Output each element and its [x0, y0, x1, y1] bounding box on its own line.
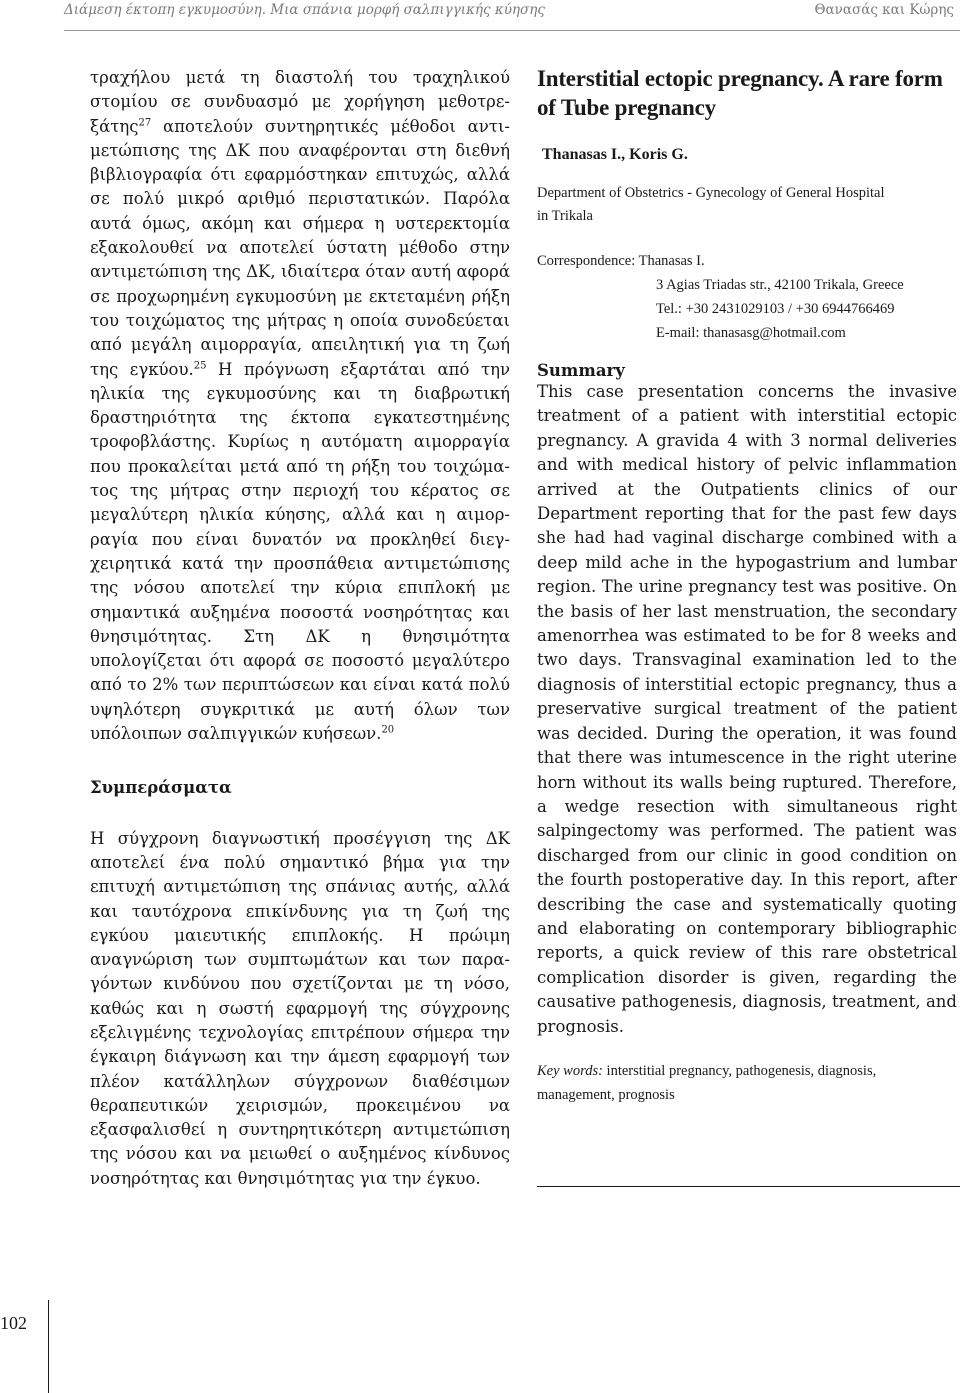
keywords-list: interstitial pregnancy, pathogenesis, diagnosis, management, prognosis [537, 1062, 877, 1103]
keywords-label: Key words: [537, 1062, 603, 1079]
correspondence-label: Correspondence: Thanasas I. [537, 253, 705, 269]
page-number-rule [48, 1300, 49, 1393]
header-divider [64, 30, 960, 31]
page-number: 102 [0, 1313, 27, 1333]
conclusions-paragraph: Η σύγχρονη διαγνωστική προσέγγιση της ΔΚ αποτελεί ένα πολύ σημαντικό βήμα για την επιτυχή αντιμετώπιση της σπάνιας αυτής, αλλά και ταυτόχρονα επικίνδυνης για τη ζωή της εγκύου μαιευτικής επιπλοκής. Η πρώιμη αναγνώριση των συμπτωμάτων και των παραγόντων κινδύνου που σχετίζονται με τη νόσο, καθώς και η σωστή εφαρμογή της σύγχρονης εξελιγμένης τεχνολογίας επιτρέπουν σήμερα την έγκαιρη διάγνωση και την άμεση εφαρμογή των πλέον κατάλληλων σύγχρονων διαθέσιμων θεραπευτικών χειρισμών, προκειμένου να εξασφαλισθεί η συντηρητικότερη αντιμετώπιση της νόσου και να μειωθεί ο αυξημένος κίνδυνος νοσηρότητας και θνησιμότητας για την έγκυο. [90, 828, 510, 1188]
correspondence-email: E-mail: thanasasg@hotmail.com [656, 325, 846, 341]
citation-ref: 27 [138, 117, 152, 129]
discussion-paragraph: τραχήλου μετά τη διαστολή του τραχηλικού στομίου σε συνδυασμό με χορήγηση μεθοτρεξάτης$^{27}$ αποτελούν συντηρητικές μέθοδοι αντιμετώπισης της ΔΚ που αναφέρονται στη διεθνή βιβλιογραφία ότι εφαρμόστηκαν επιτυχώς, αλλά σε πολύ μικρό αριθμό περιστατικών. Παρόλα αυτά όμως, ακόμη και σήμερα η υστερεκτομία εξακολουθεί να αποτελεί ύστατη μέθοδο στην αντιμετώπιση της ΔΚ, ιδιαίτερα όταν αυτή αφορά σε προχωρημένη εγκυμοσύνη με εκτεταμένη ρήξη του τοιχώματος της μήτρας η οποία συνοδεύεται από μεγάλη αιμορραγία, απειλητική για τη ζωή της εγκύου.$^{25}$ Η πρόγνωση εξαρτάται από την ηλικία της εγκυμοσύνης και τη διαβρωτική δραστηριότητα της έκτοπα εγκατεστημένης τροφοβλάστης. Κυρίως η αυτόματη αιμορραγία που προκαλείται μετά από τη ρήξη του τοιχώματος της μήτρας στην περιοχή του κέρατος σε μεγαλύτερη ηλικία κύησης, αλλά και η αιμορραγία που είναι δυνατόν να προκληθεί διεγχειρητικά κατά την προσπάθεια αντιμετώπισης της νόσου αποτελεί την κύρια επιπλοκή με σημαντικά αυξημένα ποσοστά νοσηρότητας και θνησιμότητας. Στη ΔΚ η θνησιμότητα υπολογίζεται ότι αφορά σε ποσοστό μεγαλύτερο από το 2% των περιπτώσεων και είναι κατά πολύ υψηλότερη συγκριτικά με αυτή όλων των υπόλοιπων σαλπιγγικών κυήσεων.$^{20}$ [90, 68, 510, 744]
correspondence [537, 249, 957, 345]
authors: Thanasas I., Koris G. [542, 146, 688, 163]
summary-paragraph: This case presentation concerns the invasive treatment of a patient with interstitial ectopic pregnancy. A gravida 4 with 3 normal deliveries and with medical history of pelvic inflammation arrived at the Outpatients clinics of our Department reporting that for the past few days she had had vaginal discharge combined with a deep mild ache in the hypogastrium and lumbar region. The urine pregnancy test was positive. On the basis of her last menstruation, the secondary amenorrhea was estimated to be for 8 weeks and two days. Transvaginal examination led to the diagnosis of interstitial ectopic pregnancy, thus a preservative surgical treatment of the patient was decided. During the operation, it was found that there was intumescence in the right uterine horn without its walls being ruptured. Therefore, a wedge resection with simultaneous right salpingectomy was performed. The patient was discharged from our clinic in good condition on the fourth postoperative day. In this report, after describing the case and systematically quoting and elaborating on contemporary bibliographic reports, a quick review of this rare obstetrical complication disorder is given, regarding the causative pathogenesis, diagnosis, treatment, and prognosis. [537, 382, 957, 1036]
running-header-title: Διάμεση έκτοπη εγκυμοσύνη. Μια σπάνια μορφή σαλπιγγικής κύησης [64, 2, 545, 18]
correspondence-address: 3 Agias Triadas str., 42100 Trikala, Greece [656, 277, 904, 293]
keywords [537, 1059, 957, 1107]
abstract-end-rule [537, 1186, 960, 1187]
citation-ref: 25 [193, 360, 207, 372]
citation-ref: 20 [381, 724, 395, 736]
summary-heading: Summary [537, 361, 625, 380]
english-abstract-column [537, 64, 957, 1107]
greek-text-column [90, 66, 510, 1191]
article-title: Interstitial ectopic pregnancy. A rare form of Tube pregnancy [537, 66, 943, 120]
running-header-authors: Θανασάς και Κώρης [814, 2, 954, 18]
running-header [0, 0, 960, 20]
conclusions-heading: Συμπεράσματα [90, 778, 232, 798]
correspondence-tel: Tel.: +30 2431029103 / +30 6944766469 [656, 301, 895, 317]
affiliation: Department of Obstetrics - Gynecology of General Hospital in Trikala [537, 185, 885, 224]
